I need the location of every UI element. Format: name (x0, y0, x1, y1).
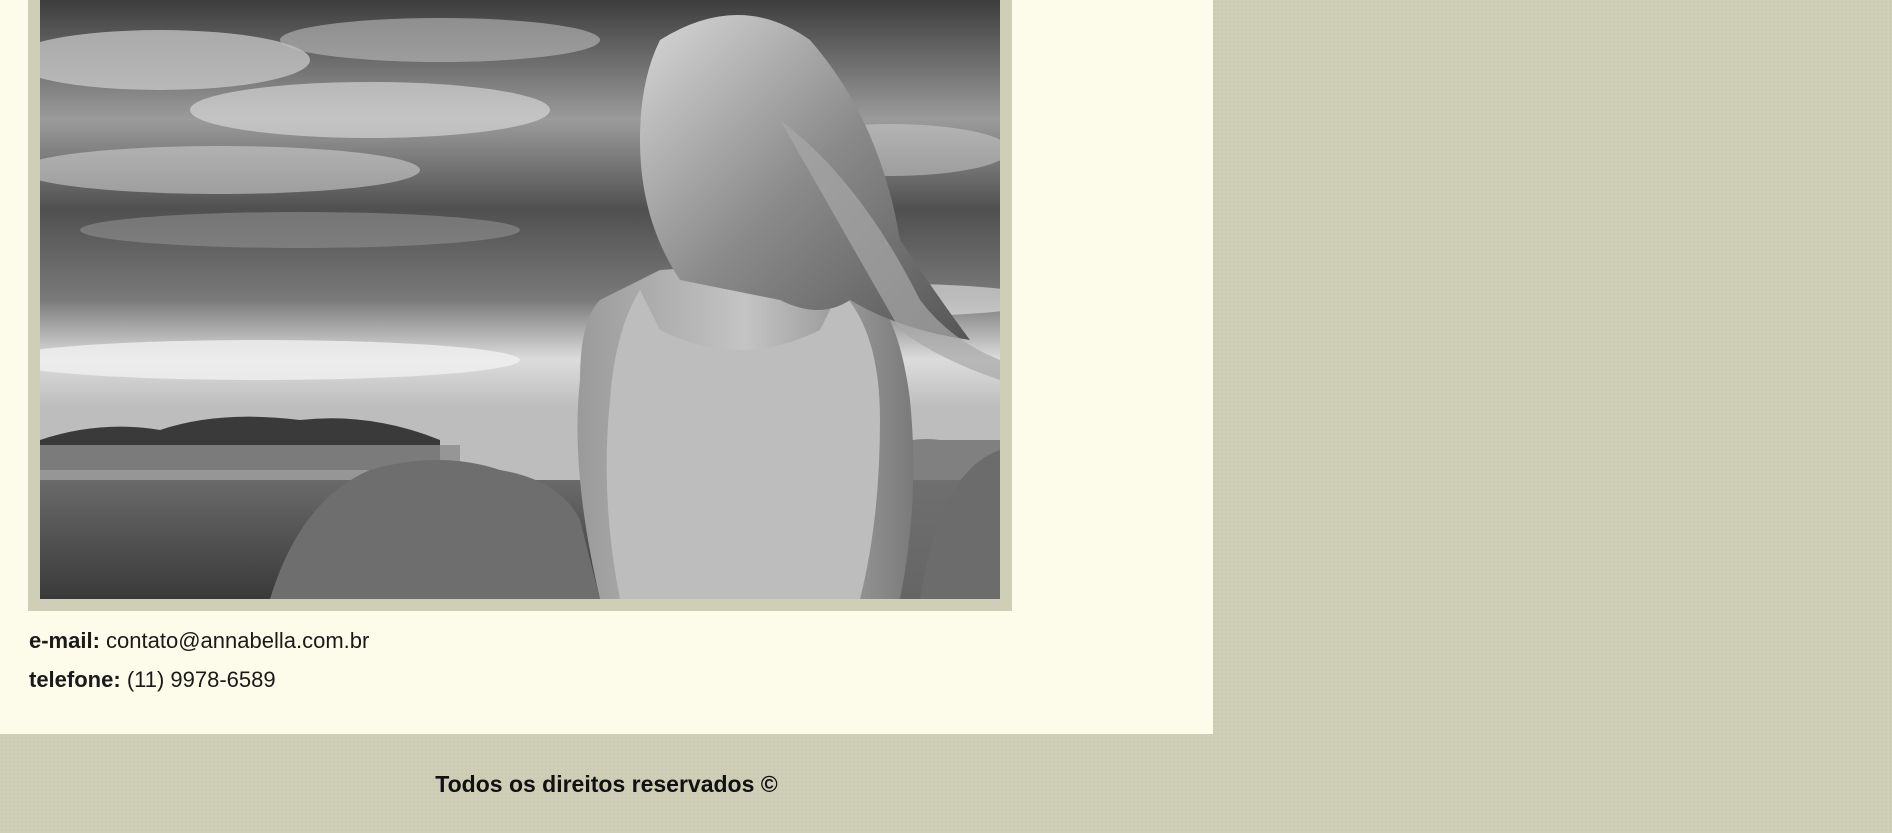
footer-copyright: Todos os direitos reservados © (435, 771, 778, 797)
contact-email (29, 630, 369, 652)
email-value[interactable]: contato@annabella.com.br (106, 628, 370, 653)
phone-label: telefone: (29, 667, 121, 692)
phone-value: (11) 9978-6589 (126, 667, 276, 692)
photo-frame (28, 0, 1012, 611)
woman-sea-photo (40, 0, 1000, 599)
email-label: e-mail: (29, 628, 100, 653)
contact-phone (29, 669, 276, 691)
